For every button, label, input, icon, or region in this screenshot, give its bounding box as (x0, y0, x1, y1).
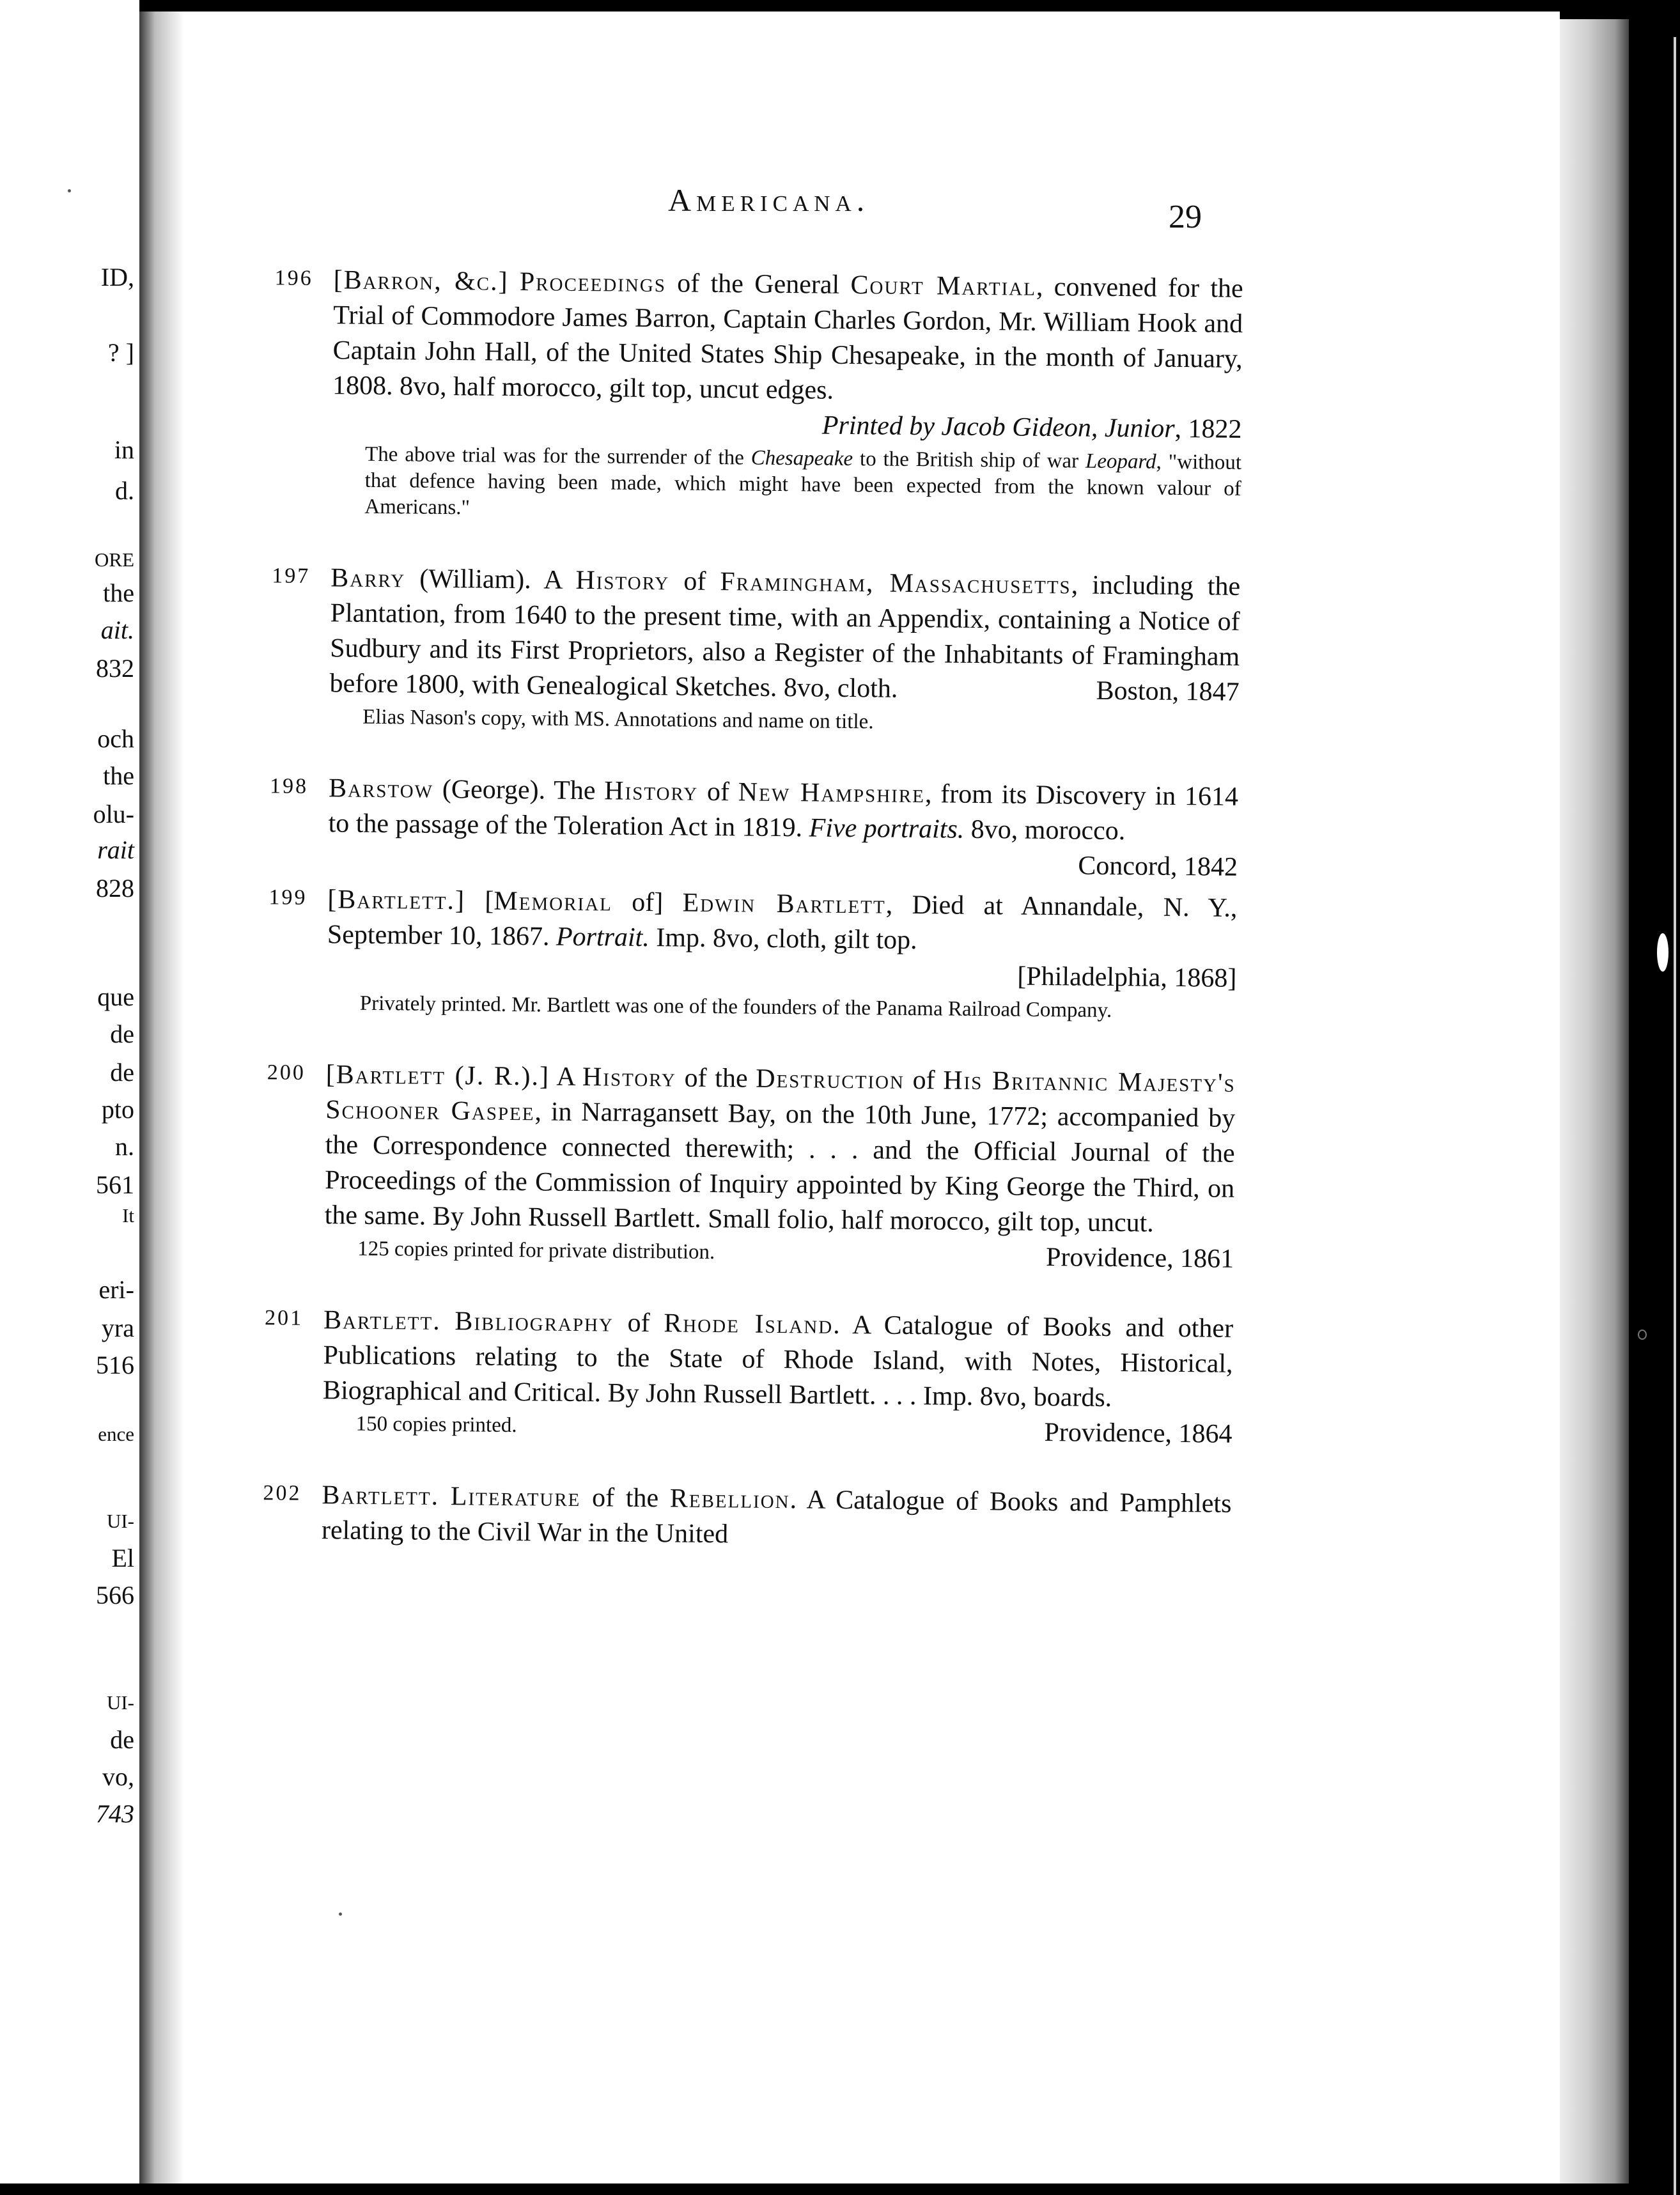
text-run: Bibliography (455, 1307, 614, 1338)
text-run: A (549, 1062, 583, 1092)
facing-page-text: 516 (96, 1351, 134, 1379)
text-run: . A Catalogue of Books and Pamphlets relating to the Civil War in the United (321, 1485, 1232, 1549)
entry-description (328, 771, 1239, 882)
entry-place-date: Concord, 1842 (1078, 851, 1238, 882)
facing-page-text: the (103, 761, 134, 790)
text-run: , from its Discovery in 1614 to the passage of the Toleration Act in 1819. (328, 779, 1239, 843)
catalogue-entry (244, 770, 1239, 882)
text-run: of (613, 1308, 664, 1338)
facing-page-text: 566 (96, 1581, 134, 1609)
facing-page-text: ence (98, 1423, 134, 1445)
entry-place-date: Boston, 1847 (1096, 676, 1240, 707)
facing-page-text: El (111, 1544, 134, 1572)
facing-page-text: olu- (93, 800, 134, 828)
facing-page-text: UI- (106, 1510, 134, 1532)
specks (68, 189, 71, 192)
text-run: 125 copies printed for private distribution. (357, 1237, 715, 1264)
text-run: of the (676, 1063, 756, 1094)
text-run: , including the Plantation, from 1640 to the present time, with an Appendix, containing a Notice of Sudbury and its First Proprietors, also a Register of the Inhabitants of Framingham before 1800, with Genealogical Sketches. 8vo, cloth. (329, 570, 1241, 704)
text-run: Edwin Bartlett (682, 888, 886, 920)
facing-page-text: ? ] (107, 338, 134, 367)
running-head: Americana. (668, 182, 870, 218)
text-run: of the General (665, 268, 851, 300)
facing-page-text: 561 (96, 1170, 134, 1199)
text-run: Court Martial (850, 270, 1037, 302)
text-run: Bartlett. (322, 1480, 440, 1511)
facing-page-text: que (97, 982, 134, 1011)
catalogue-entries (237, 262, 1243, 1598)
text-run: [Barron, &c.] (333, 265, 509, 297)
page-stack-edge (1560, 19, 1629, 2183)
text-run: of the (580, 1483, 671, 1514)
text-run: Rhode Island (664, 1308, 834, 1340)
entry-number: 199 (268, 885, 307, 910)
facing-page-text: rait (97, 835, 134, 864)
facing-page-text: pto (101, 1095, 134, 1124)
facing-page-text: 828 (96, 874, 134, 903)
catalogue-entry (247, 262, 1243, 529)
text-run: Literature (450, 1482, 581, 1513)
specks (339, 1912, 342, 1916)
gutter-shadow (139, 12, 184, 2183)
facing-page-text: 832 (96, 654, 134, 683)
facing-page-text: yra (101, 1314, 134, 1342)
facing-page-text: och (97, 724, 134, 753)
text-run: Chesapeake (751, 446, 853, 471)
text-run: , 1822 (1174, 414, 1242, 444)
entry-number: 200 (267, 1060, 306, 1085)
facing-page-text: ID, (100, 263, 134, 291)
text-run: New Hampshire (738, 777, 926, 809)
catalogue-entry (245, 560, 1240, 739)
text-run: History (604, 776, 699, 807)
entry-note (329, 704, 1239, 739)
text-run: , convened for the Trial of Commodore James Barron, Captain Charles Gordon, Mr. William Hook and Captain John Hall, of the United States Ship Chesapeake, in the month of January, 1808. 8vo, half morocco, gilt top, uncut edges. (332, 272, 1243, 405)
text-run: 8vo, morocco. (964, 814, 1126, 846)
text-run: to the British ship of war (852, 447, 1086, 473)
entry-place-date: Providence, 1864 (1044, 1418, 1233, 1449)
facing-page-text: UI- (106, 1691, 134, 1714)
facing-page-text: d. (115, 476, 134, 505)
edge-dot (1638, 1330, 1647, 1340)
text-run: Leopard (1085, 449, 1156, 474)
facing-page-text: de (110, 1058, 134, 1087)
facing-page-text: eri- (98, 1275, 134, 1304)
catalogue-entry (240, 1057, 1236, 1274)
facing-page-text: ORE (95, 548, 134, 571)
facing-page-text: n. (115, 1132, 134, 1161)
entry-note (331, 441, 1241, 529)
entry-number: 201 (264, 1306, 304, 1330)
text-run: of (669, 566, 720, 597)
text-run: of (904, 1065, 944, 1096)
text-run: Framingham, Massachusetts (720, 567, 1071, 600)
text-run: [Bartlett (J. R.).] (325, 1060, 550, 1092)
catalogue-entry (238, 1302, 1234, 1449)
text-run: of (697, 777, 739, 807)
entry-description (322, 1478, 1232, 1557)
text-run: The above trial was for the surrender of the (364, 442, 751, 470)
page-number: 29 (1169, 199, 1202, 235)
text-run: , in Narragansett Bay, on the 10th June, 1772; accompanied by the Correspondence connected therewith; . . . and the Official Journal of the Proceedings of the Commission of Inquiry appointed by King George the Third, on the same. By John Russell Bartlett. Small folio, half morocco, gilt top, uncut. (324, 1097, 1236, 1238)
facing-page-text: de (110, 1725, 134, 1754)
entry-number: 197 (272, 564, 311, 588)
text-run: History (575, 565, 670, 596)
facing-page-text: It (122, 1204, 134, 1227)
entry-note (327, 990, 1236, 1025)
text-run: 150 copies printed. (355, 1412, 517, 1438)
text-run: of] (612, 887, 683, 918)
entry-description (329, 561, 1240, 710)
text-run: . A Catalogue of Books and other Publications relating to the State of Rhode Island, with Notes, Historical, Biographical and Critical. By John Russell Bartlett. . . . Imp. 8vo, boards. (322, 1310, 1234, 1413)
entry-number: 202 (263, 1481, 302, 1505)
entry-description (327, 882, 1238, 961)
text-run: Barstow (328, 773, 434, 804)
entry-description (332, 263, 1243, 412)
text-run: History (582, 1062, 677, 1093)
text-run: , "without that defence having been made, which might have been expected from the known valour of Americans." (364, 450, 1242, 520)
facing-page-text: vo, (102, 1762, 134, 1791)
text-run: Portrait. (556, 922, 650, 953)
text-run: , Died at Annandale, N. Y., September 10, 1867. (327, 890, 1238, 952)
entry-place-date: Providence, 1861 (1045, 1243, 1234, 1274)
text-run: His Britannic Majesty's Schooner Gaspee (325, 1066, 1236, 1127)
text-run: [ (465, 886, 494, 916)
text-run: (George). The (433, 774, 605, 806)
text-run: Bartlett. (323, 1305, 441, 1336)
text-run: [Bartlett.] (327, 885, 466, 916)
entry-number: 198 (269, 774, 309, 798)
text-run (441, 1307, 455, 1336)
text-run: Privately printed. Mr. Bartlett was one of the founders of the Panama Railroad Company. (359, 991, 1112, 1023)
edge-mark (1657, 933, 1668, 972)
text-run: Memorial (494, 886, 613, 917)
text-run (439, 1482, 451, 1511)
catalogue-entry (237, 1477, 1232, 1557)
text-run (508, 267, 520, 297)
entry-number: 196 (274, 266, 313, 290)
text-run: [Philadelphia, 1868] (1017, 961, 1237, 993)
text-run: (William). A (405, 564, 576, 595)
text-run: Rebellion (669, 1484, 790, 1515)
facing-page-text: in (114, 435, 134, 464)
text-run: Five portraits. (809, 813, 965, 844)
text-run: Printed by Jacob Gideon, Junior (821, 410, 1175, 444)
text-run: Imp. 8vo, cloth, gilt top. (649, 923, 917, 956)
facing-page-fragment (0, 0, 139, 2183)
catalogue-entry (242, 881, 1238, 1025)
facing-page-text: ait. (100, 616, 134, 644)
facing-page-text: 743 (96, 1799, 134, 1828)
text-run: Proceedings (519, 267, 667, 299)
text-run: Elias Nason's copy, with MS. Annotations and name on title. (362, 705, 874, 734)
text-run: Destruction (756, 1064, 905, 1095)
page-edge-line (1674, 37, 1676, 2195)
facing-page-text: de (110, 1020, 134, 1048)
facing-page-text: the (103, 578, 134, 607)
text-run: Barry (331, 563, 406, 594)
